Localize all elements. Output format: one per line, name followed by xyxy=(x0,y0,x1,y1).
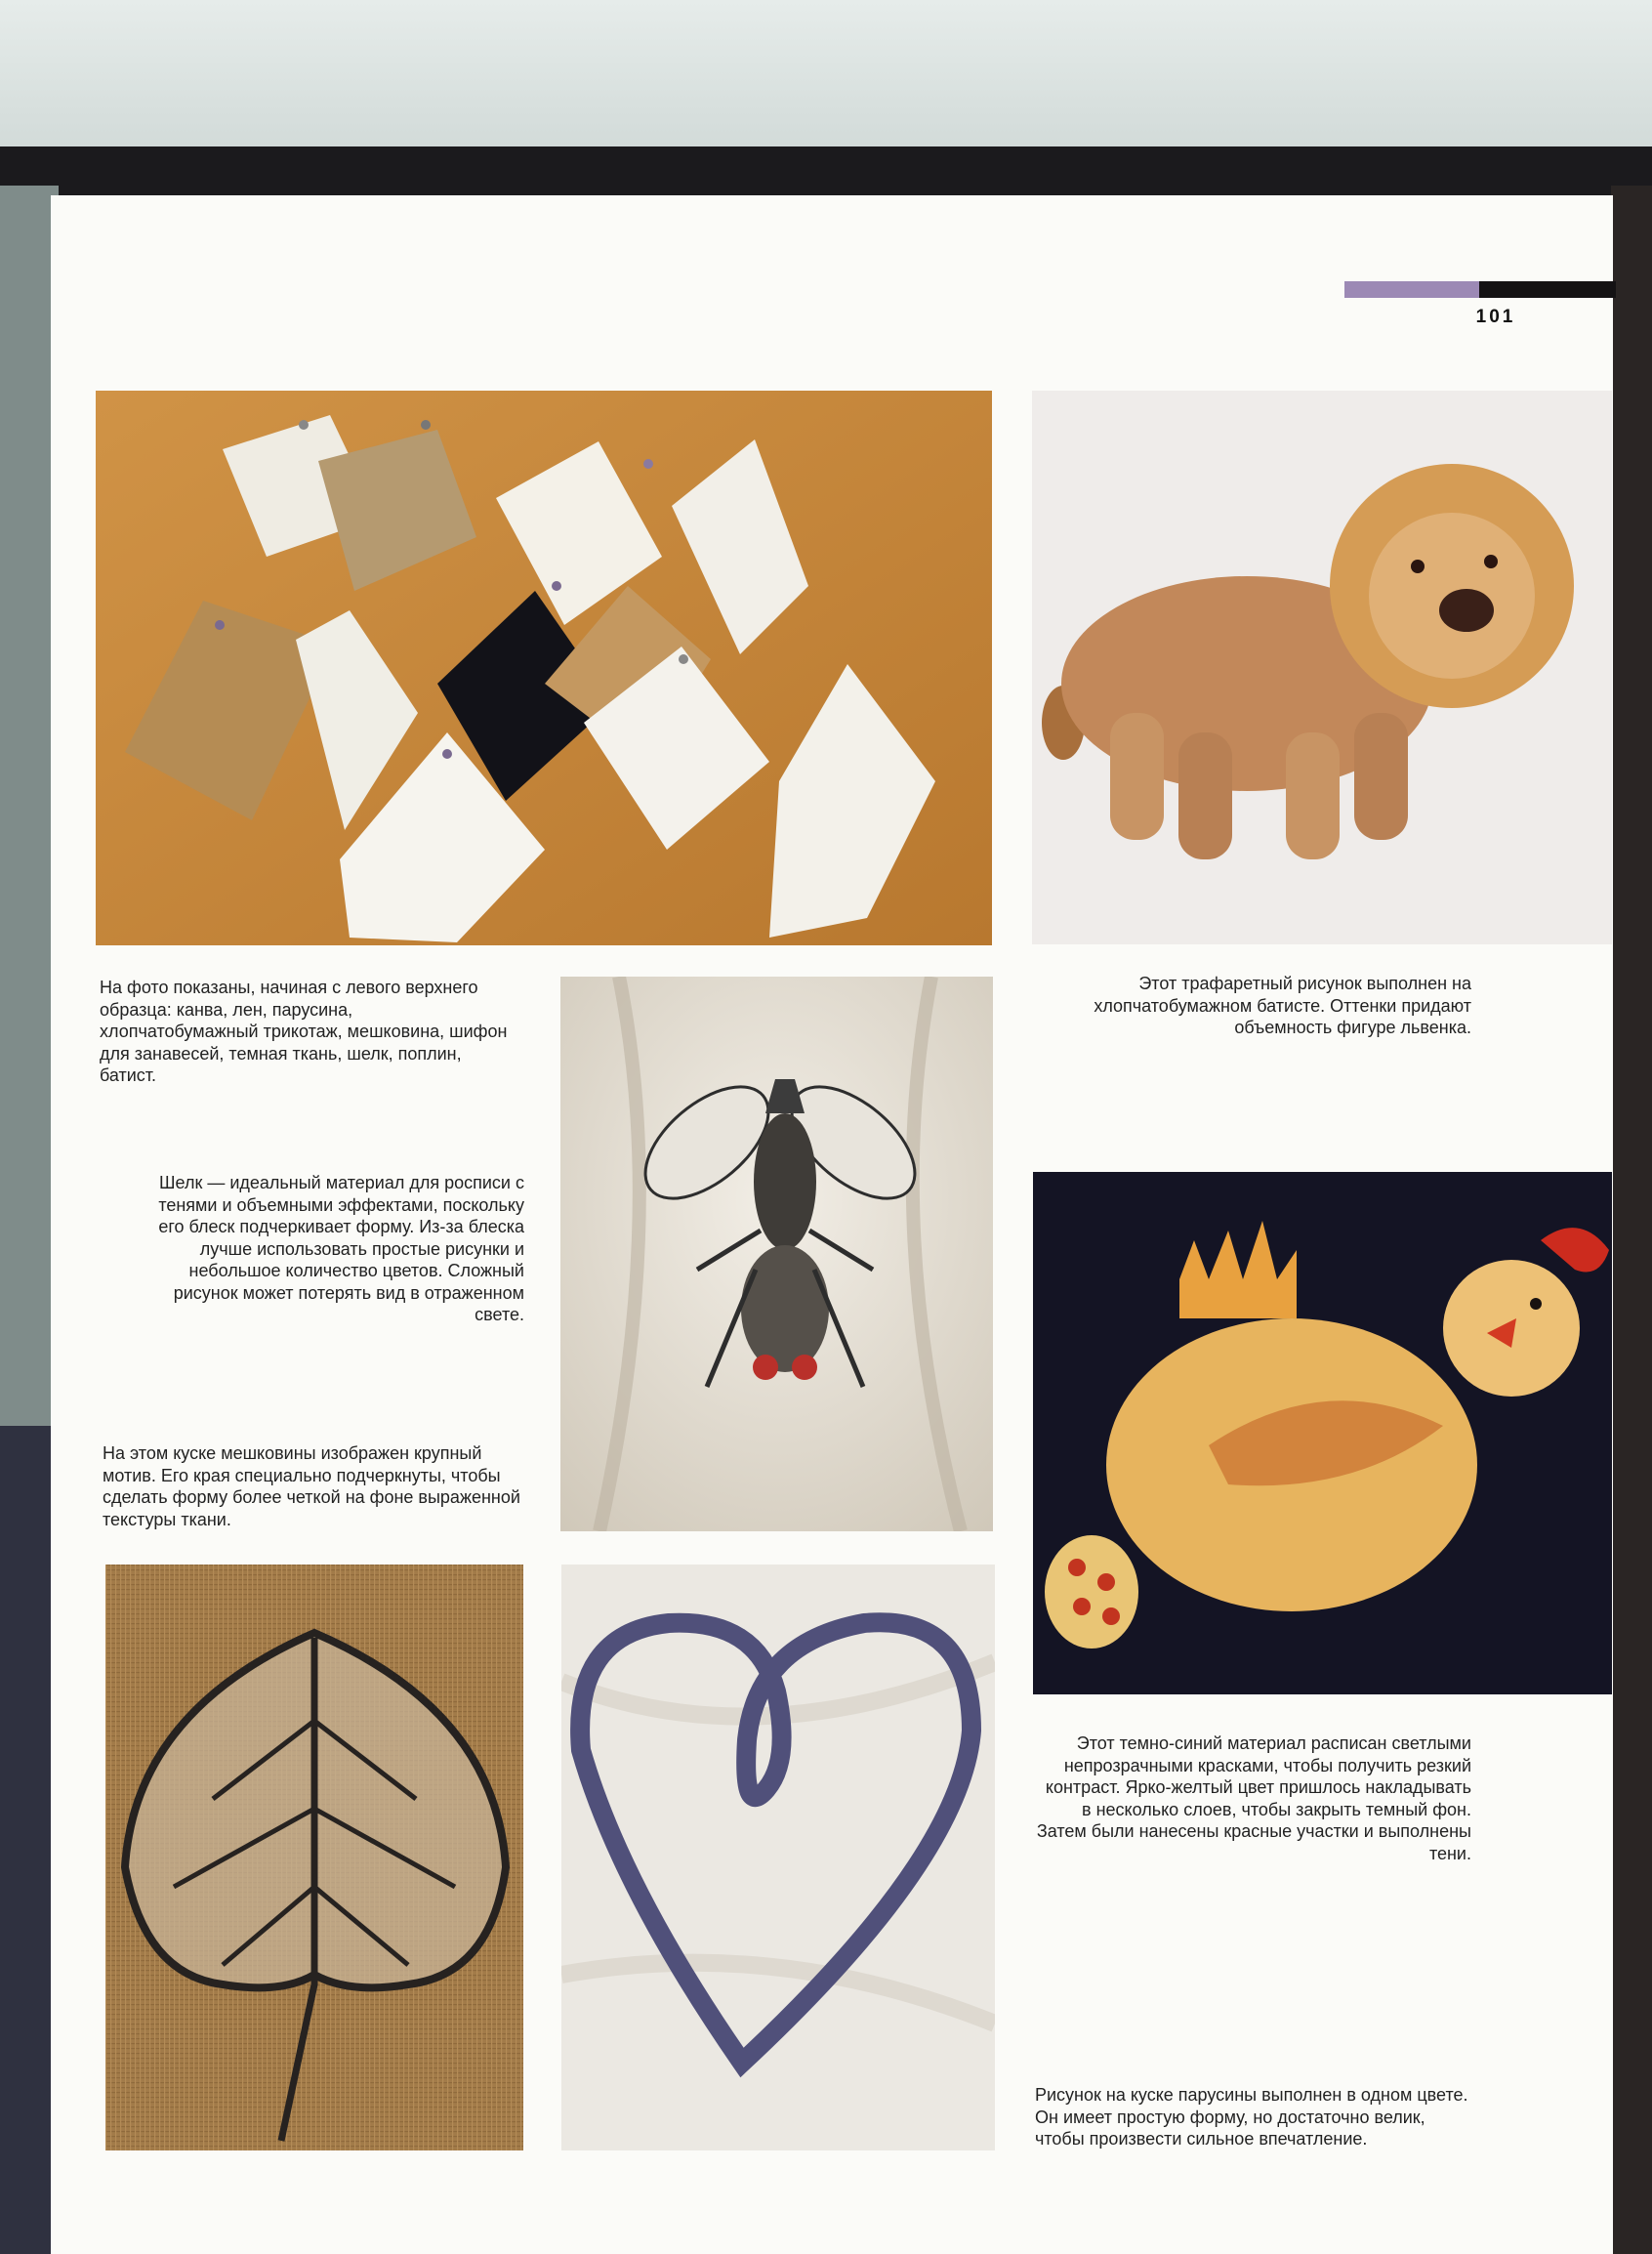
caption-burlap: На этом куске мешковины изображен крупный мотив. Его края специально подчеркнуты, чтобы сделать форму более четкой на фоне выраженной текстуры ткани. xyxy=(103,1443,520,1529)
header-accent-bar-purple xyxy=(1344,281,1479,298)
scan-background-right xyxy=(1611,186,1652,2254)
caption-hen: Этот темно-синий материал расписан светлыми непрозрачными красками, чтобы получить резкий контраст. Ярко-желтый цвет пришлось накладывать в несколько слоев, чтобы закрыть темный фон. Затем были нанесены красные участки и выполнены тени. xyxy=(1036,1733,1471,1863)
caption-fabrics: На фото показаны, начиная с левого верхнего образца: канва, лен, парусина, хлопчатобумажный трикотаж, мешковина, шифон для занавесей, темная ткань, шелк, поплин, батист. xyxy=(100,978,508,1085)
hen-on-dark-fabric-photo xyxy=(1033,1172,1612,1694)
heart-on-canvas-photo xyxy=(561,1565,995,2150)
caption-lion: Этот трафаретный рисунок выполнен на хлопчатобумажном батисте. Оттенки придают объемность фигуре львенка. xyxy=(1094,974,1471,1037)
caption-heart: Рисунок на куске парусины выполнен в одном цвете. Он имеет простую форму, но достаточно велик, чтобы произвести сильное впечатление. xyxy=(1035,2085,1468,2149)
fabric-swatches-photo xyxy=(96,391,992,945)
fly-on-silk-photo xyxy=(560,977,993,1531)
caption-silk: Шелк — идеальный материал для росписи с тенями и объемными эффектами, поскольку его блеск подчеркивает форму. Из-за блеска лучше использовать простые рисунки и небольшое количество цветов. Сложный рисунок может потерять вид в отраженном свете. xyxy=(158,1173,524,1324)
header-accent-bar-black xyxy=(1479,281,1616,298)
scan-background-left-dark xyxy=(0,1426,59,2254)
lion-stencil-photo xyxy=(1032,391,1612,944)
leaf-on-burlap-photo xyxy=(105,1565,523,2150)
book-page xyxy=(51,195,1613,2254)
scan-background-top xyxy=(0,0,1652,171)
page-number: 101 xyxy=(1475,307,1516,327)
